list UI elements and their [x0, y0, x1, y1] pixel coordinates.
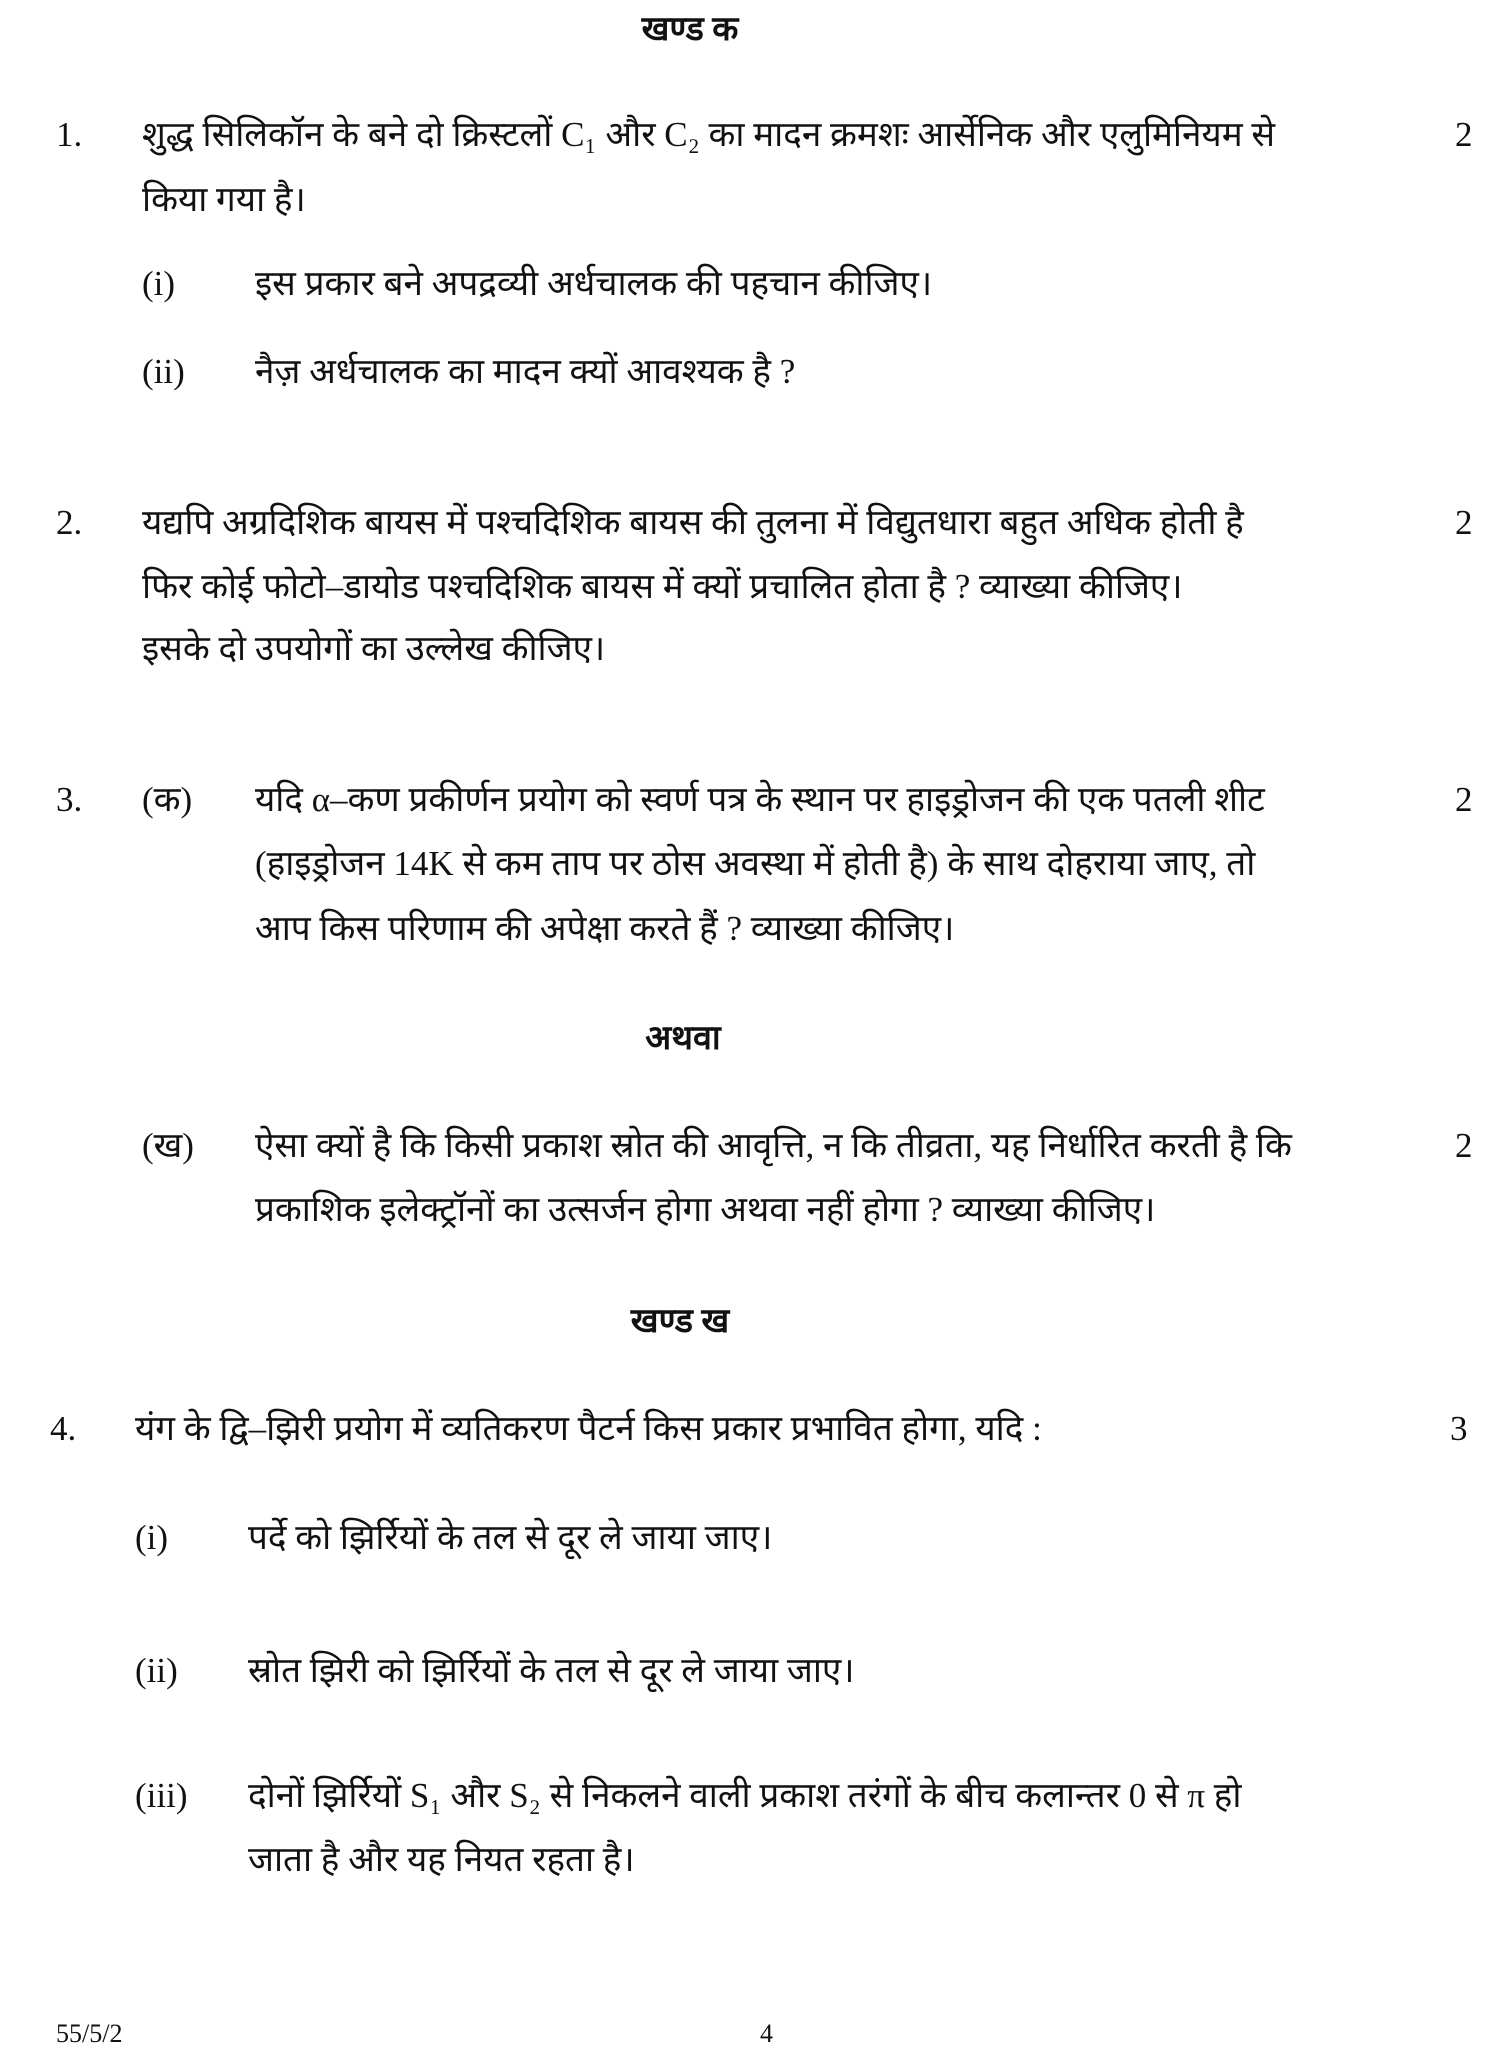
q3a-marks: 2 — [1455, 780, 1473, 819]
q1-part-text: नैज़ अर्धचालक का मादन क्यों आवश्यक है ? — [255, 352, 796, 391]
q4-part-text: जाता है और यह नियत रहता है। — [248, 1840, 635, 1879]
q2-number: 2. — [56, 503, 83, 542]
q4-line: यंग के द्वि–झिरी प्रयोग में व्यतिकरण पैटर्न किस प्रकार प्रभावित होगा, यदि : — [135, 1409, 1042, 1448]
q4-part-text: स्रोत झिरी को झिर्रियों के तल से दूर ले जाया जाए। — [248, 1651, 855, 1690]
q1-line: शुद्ध सिलिकॉन के बने दो क्रिस्टलों C₁ और C₂ का मादन क्रमशः आर्सेनिक और एलुमिनियम से — [142, 115, 1276, 154]
q1-marks: 2 — [1455, 115, 1473, 154]
q3a-line: (हाइड्रोजन 14K से कम ताप पर ठोस अवस्था में होती है) के साथ दोहराया जाए, तो — [255, 844, 1256, 883]
q4-part-label: (ii) — [135, 1651, 178, 1690]
q1-line: किया गया है। — [142, 180, 306, 219]
q2-line: फिर कोई फोटो–डायोड पश्चदिशिक बायस में क्यों प्रचालित होता है ? व्याख्या कीजिए। — [142, 567, 1183, 606]
q3b-line: प्रकाशिक इलेक्ट्रॉनों का उत्सर्जन होगा अथवा नहीं होगा ? व्याख्या कीजिए। — [255, 1190, 1156, 1229]
q3b-line: ऐसा क्यों है कि किसी प्रकाश स्रोत की आवृत्ति, न कि तीव्रता, यह निर्धारित करती है कि — [255, 1126, 1292, 1165]
q4-marks: 3 — [1450, 1409, 1468, 1448]
q4-part-text: दोनों झिर्रियों S₁ और S₂ से निकलने वाली प्रकाश तरंगों के बीच कलान्तर 0 से π हो — [248, 1776, 1242, 1815]
paper-code: 55/5/2 — [56, 2019, 123, 2048]
q3b-label: (ख) — [142, 1126, 194, 1165]
q2-line: इसके दो उपयोगों का उल्लेख कीजिए। — [142, 629, 606, 668]
q1-part-label: (ii) — [142, 352, 185, 391]
q3b-marks: 2 — [1455, 1126, 1473, 1165]
q1-part-text: इस प्रकार बने अपद्रव्यी अर्धचालक की पहचान कीजिए। — [255, 264, 933, 303]
section-a-heading: खण्ड क — [641, 11, 739, 48]
q4-part-label: (iii) — [135, 1776, 188, 1815]
q1-number: 1. — [56, 115, 83, 154]
q4-number: 4. — [50, 1409, 77, 1448]
q2-marks: 2 — [1455, 503, 1473, 542]
q3a-line: यदि α–कण प्रकीर्णन प्रयोग को स्वर्ण पत्र के स्थान पर हाइड्रोजन की एक पतली शीट — [255, 780, 1265, 819]
q3a-label: (क) — [142, 780, 193, 819]
q4-part-label: (i) — [135, 1518, 169, 1557]
q2-line: यद्यपि अग्रदिशिक बायस में पश्चदिशिक बायस की तुलना में विद्युतधारा बहुत अधिक होती है — [142, 503, 1244, 542]
section-b-heading: खण्ड ख — [630, 1303, 730, 1340]
or-heading: अथवा — [645, 1020, 721, 1057]
q3a-line: आप किस परिणाम की अपेक्षा करते हैं ? व्याख्या कीजिए। — [255, 909, 955, 948]
q4-part-text: पर्दे को झिर्रियों के तल से दूर ले जाया जाए। — [248, 1518, 773, 1557]
page-number: 4 — [760, 2019, 773, 2048]
q3-number: 3. — [56, 780, 83, 819]
q1-part-label: (i) — [142, 264, 176, 303]
